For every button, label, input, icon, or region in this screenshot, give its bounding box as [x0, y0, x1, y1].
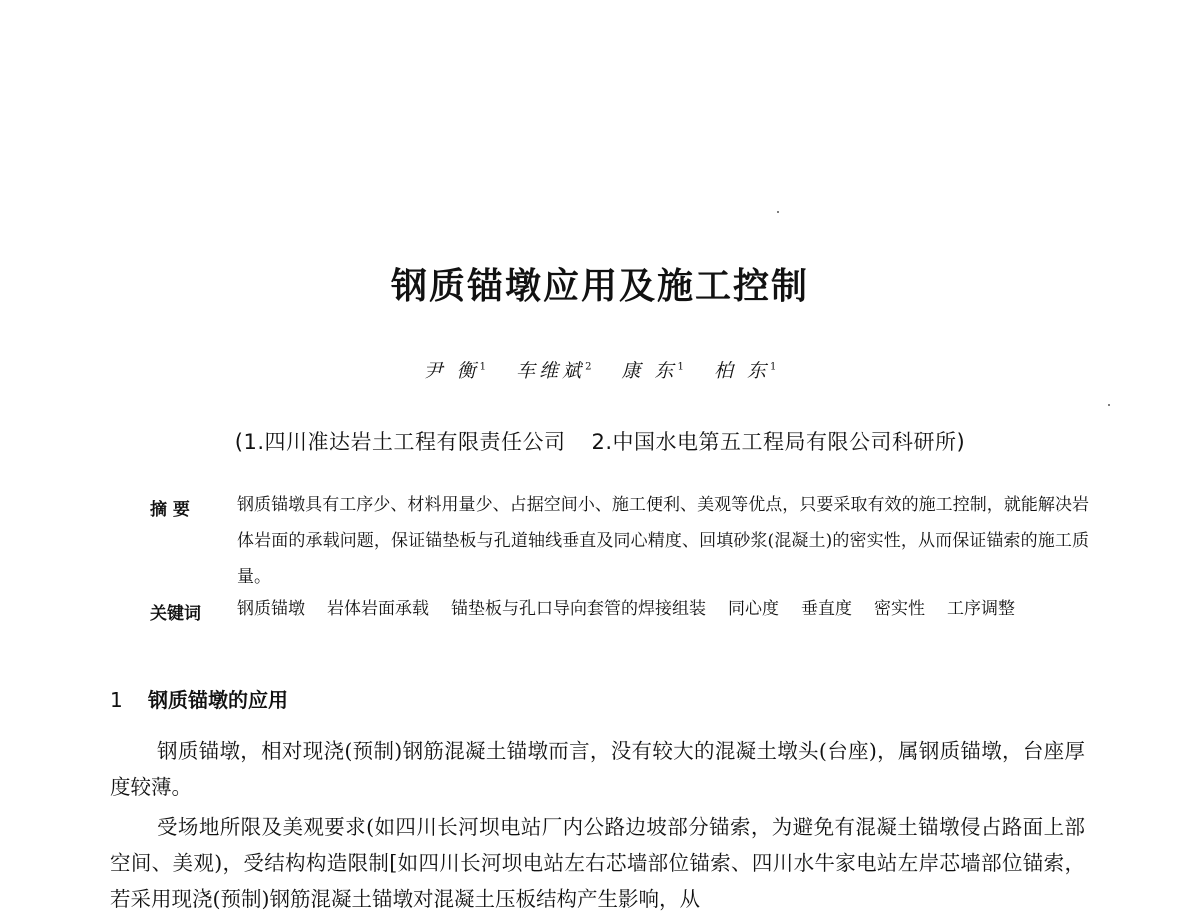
scan-speck	[1108, 404, 1110, 406]
keyword: 同心度	[728, 599, 779, 619]
abstract-label: 摘 要	[150, 500, 190, 520]
body-paragraph: 受场地所限及美观要求(如四川长河坝电站厂内公路边坡部分锚索，为避免有混凝土锚墩侵占路面上部空间、美观)，受结构构造限制[如四川长河坝电站左右芯墙部位锚索、四川水牛家电站左岸芯墙部位锚索，若采用现浇(预制)钢筋混凝土锚墩对混凝土压板结构产生影响，从	[110, 815, 1085, 911]
author	[622, 356, 684, 383]
keyword: 工序调整	[947, 599, 1015, 619]
section-number: 1	[110, 688, 123, 712]
author-name: 柏 东	[713, 360, 771, 382]
author	[424, 356, 486, 383]
affiliation-line	[0, 426, 1200, 456]
author	[516, 356, 591, 383]
keyword: 锚垫板与孔口导向套管的焊接组装	[451, 599, 706, 619]
scan-speck	[777, 211, 779, 213]
section-title: 钢质锚墩的应用	[148, 688, 288, 712]
body-paragraph: 钢质锚墩，相对现浇(预制)钢筋混凝土锚墩而言，没有较大的混凝土墩头(台座)，属钢质锚墩，台座厚度较薄。	[110, 739, 1085, 799]
author-line	[0, 356, 1200, 383]
author-name: 尹 衡	[423, 360, 480, 382]
affiliation-1: (1.四川准达岩土工程有限责任公司	[234, 430, 566, 454]
author-name: 康 东	[621, 360, 678, 382]
affiliation-mark: 2	[585, 361, 592, 373]
keywords-label: 关键词	[150, 604, 201, 624]
section-heading	[110, 684, 288, 713]
author-name: 车维斌	[516, 360, 586, 382]
paper-title: 钢质锚墩应用及施工控制	[390, 266, 809, 307]
affiliation-2: 2.中国水电第五工程局有限公司科研所)	[591, 430, 966, 454]
keyword: 密实性	[874, 599, 925, 619]
keyword: 钢质锚墩	[237, 599, 305, 619]
affiliation-mark: 1	[770, 361, 777, 373]
affiliation-mark: 1	[479, 361, 487, 373]
affiliation-mark: 1	[677, 361, 684, 373]
keyword: 岩体岩面承载	[327, 599, 429, 619]
author	[714, 356, 776, 383]
keywords-list	[237, 591, 1089, 627]
abstract-text: 钢质锚墩具有工序少、材料用量少、占据空间小、施工便利、美观等优点，只要采取有效的施工控制，就能解决岩体岩面的承载问题，保证锚垫板与孔道轴线垂直及同心精度、回填砂浆(混凝土)的密实性，从而保证锚索的施工质量。	[237, 495, 1089, 587]
keyword: 垂直度	[801, 599, 852, 619]
